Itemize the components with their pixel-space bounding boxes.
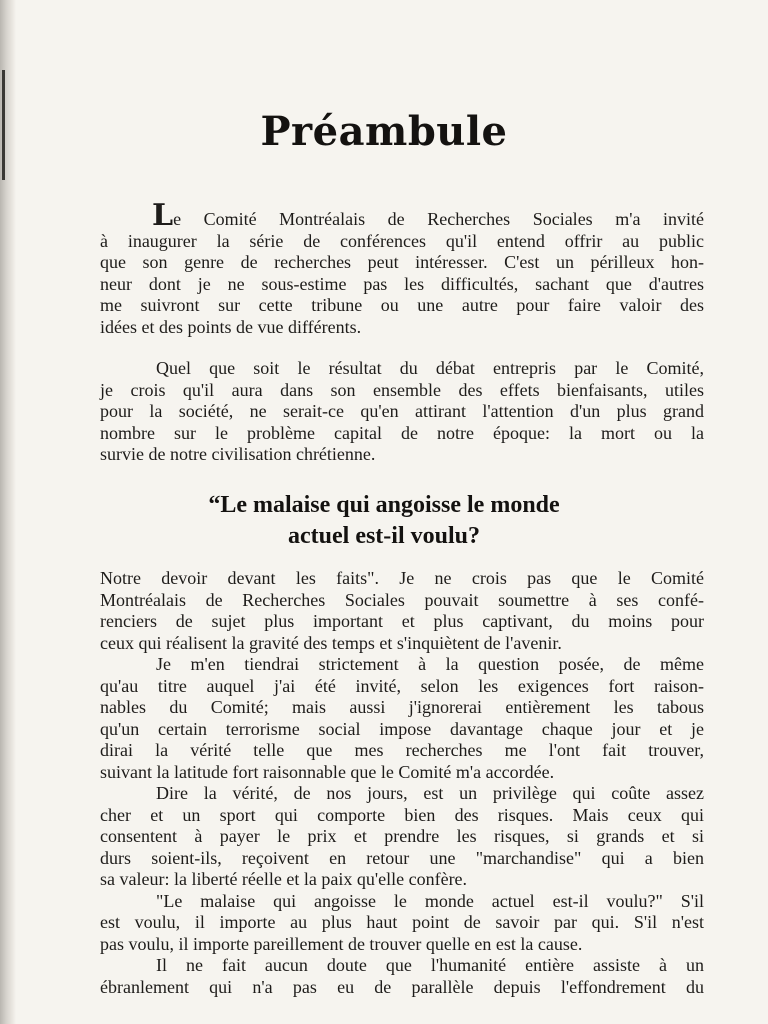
text-line: pas voulu, il importe pareillement de trouver quelle en est la cause. [100, 933, 583, 954]
section-heading [0, 490, 768, 552]
second-paragraph [100, 358, 704, 466]
text-line: survie de notre civilisation chrétienne. [100, 444, 376, 464]
text-line: durs soient-ils, reçoivent en retour une "marchandise" qui a bien [100, 847, 704, 868]
text-line: Quel que soit le résultat du débat entrepris par le Comité, [156, 358, 704, 378]
text-line: nombre sur le problème capital de notre époque: la mort ou la [100, 422, 704, 443]
text-line: ceux qui réalisent la gravité des temps et s'inquiètent de l'avenir. [100, 632, 562, 653]
text-line: me suivront sur cette tribune ou une autre pour faire valoir des [100, 295, 704, 315]
text-line: est voulu, il importe au plus haut point de savoir par qui. S'il n'est [100, 912, 704, 932]
text-line: Je m'en tiendrai strictement à la question posée, de même [156, 654, 704, 674]
text-line: sa valeur: la liberté réelle et la paix qu'elle confère. [100, 869, 468, 889]
text-line: à inaugurer la série de conférences qu'il entend offrir au public [100, 230, 704, 251]
text-line: suivant la latitude fort raisonnable que le Comité m'a accordée. [100, 761, 555, 782]
drop-cap: L [152, 198, 174, 233]
intro-line-text: e Comité Montréalais de Recherches Sociales m'a invité [173, 209, 704, 229]
text-line: dirai la vérité telle que mes recherches me l'ont fait trouver, [100, 740, 704, 760]
text-line: renciers de sujet plus important et plus captivant, du moins pour [100, 611, 704, 631]
intro-paragraph [100, 198, 704, 338]
section-heading-line: actuel est-il voulu? [288, 523, 480, 549]
text-line: nables du Comité; mais aussi j'ignorerai entièrement les tabous [100, 697, 704, 717]
text-line: qu'un certain terrorisme social impose davantage chaque jour et je [100, 718, 704, 739]
text-line: pour la société, ne serait-ce qu'en attirant l'attention d'un plus grand [100, 401, 704, 421]
text-line: que son genre de recherches peut intéresser. C'est un périlleux hon- [100, 252, 704, 272]
text-line: je crois qu'il aura dans son ensemble des effets bienfaisants, utiles [100, 379, 704, 400]
text-line: consentent à payer le prix et prendre les risques, si grands et si [100, 826, 704, 846]
text-line: Il ne fait aucun doute que l'humanité entière assiste à un [156, 955, 704, 975]
text-line: neur dont je ne sous-estime pas les difficultés, sachant que d'autres [100, 273, 704, 294]
text-line: Dire la vérité, de nos jours, est un privilège qui coûte assez [156, 783, 704, 803]
text-line: Notre devoir devant les faits". Je ne crois pas que le Comité [100, 568, 704, 588]
text-line: "Le malaise qui angoisse le monde actuel est-il voulu?" S'il [156, 890, 704, 911]
text-line: idées et des points de vue différents. [100, 316, 362, 337]
text-line: cher et un sport qui comporte bien des risques. Mais ceux qui [100, 804, 704, 825]
section-heading-line: “Le malaise qui angoisse le monde [208, 492, 560, 518]
page-title: Préambule [260, 108, 508, 155]
text-line: ébranlement qui n'a pas eu de parallèle depuis l'effondrement du [100, 976, 704, 997]
body-text [100, 568, 704, 998]
text-line [100, 198, 704, 233]
text-line: Montréalais de Recherches Sociales pouvait soumettre à ses confé- [100, 589, 704, 610]
text-line: qu'au titre auquel j'ai été invité, selon les exigences fort raison- [100, 675, 704, 696]
